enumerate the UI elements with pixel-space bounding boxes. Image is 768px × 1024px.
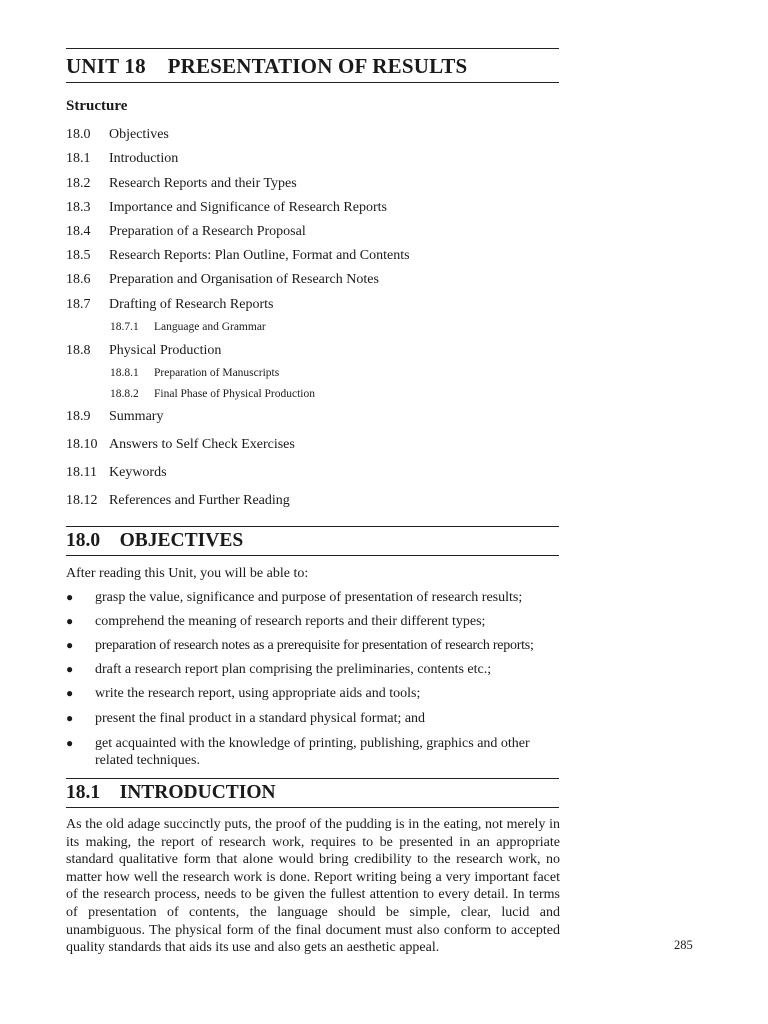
toc-item-number: 18.9 (66, 409, 91, 424)
toc-item-number: 18.0 (66, 127, 91, 142)
list-item-text: draft a research report plan comprising the preliminaries, contents etc.; (95, 662, 492, 677)
toc-item (66, 151, 178, 167)
toc-item (66, 224, 306, 240)
toc-subitem-label: Language and Grammar (154, 321, 266, 333)
toc-subitem (110, 321, 266, 333)
toc-item-label: Research Reports: Plan Outline, Format and Contents (109, 248, 410, 263)
objectives-title: 18.0 OBJECTIVES (66, 530, 244, 551)
list-item-text: grasp the value, significance and purpose of presentation of research results; (95, 590, 523, 605)
introduction-title: 18.1 INTRODUCTION (66, 782, 276, 803)
page-number: 285 (674, 938, 693, 952)
toc-subitem-label: Preparation of Manuscripts (154, 367, 280, 379)
toc-item (66, 248, 410, 264)
toc-item-label: References and Further Reading (109, 493, 290, 508)
toc-item-label: Objectives (109, 127, 169, 142)
toc-item (66, 297, 273, 313)
toc-item (66, 465, 167, 481)
toc-item (66, 127, 169, 143)
toc-subitem (110, 367, 279, 379)
toc-subitem-number: 18.7.1 (110, 321, 139, 333)
list-item-text: write the research report, using appropriate aids and tools; (95, 686, 421, 701)
toc-item-number: 18.2 (66, 176, 91, 191)
top-rule (66, 48, 559, 49)
toc-item (66, 493, 290, 509)
toc-item-label: Importance and Significance of Research Reports (109, 200, 387, 215)
structure-heading: Structure (66, 98, 128, 114)
toc-item-number: 18.5 (66, 248, 91, 263)
unit-title-rule (66, 82, 559, 83)
list-item-text: comprehend the meaning of research reports and their different types; (95, 614, 486, 629)
toc-item-number: 18.6 (66, 272, 91, 287)
introduction-paragraph: As the old adage succinctly puts, the proof of the pudding is in the eating, not merely in its making, the report of research work, requires to be presented in an appropriate standard qualitative form that alone would bring credibility to the research work, no matter how well the research work is done. Report writing being a very important facet of the research process, needs to be given the fullest attention to every detail. In terms of presentation of contents, the language should be simple, clear, lucid and unambiguous. The physical form of the final document must also conform to accepted quality standards that aids its use and also gets an aesthetic appeal. (66, 817, 560, 956)
toc-subitem (110, 388, 315, 400)
toc-item-number: 18.10 (66, 437, 98, 452)
list-item (66, 710, 561, 727)
toc-subitem-number: 18.8.1 (110, 367, 139, 379)
list-item (66, 613, 561, 630)
toc-item-label: Introduction (109, 151, 179, 166)
toc-item-label: Preparation and Organisation of Research Notes (109, 272, 379, 287)
list-item (66, 589, 561, 606)
list-item-text: preparation of research notes as a prerequisite for presentation of research reports; (95, 638, 534, 653)
bullet-icon: ● (66, 590, 74, 604)
toc-item (66, 409, 163, 425)
list-item (66, 735, 561, 769)
toc-item-number: 18.11 (66, 465, 97, 480)
toc-item-label: Summary (109, 409, 164, 424)
toc-item (66, 272, 379, 288)
toc-item-number: 18.7 (66, 297, 91, 312)
list-item-text: present the final product in a standard physical format; and (95, 711, 426, 726)
bullet-icon: ● (66, 638, 74, 652)
toc-item (66, 437, 295, 453)
toc-item-label: Keywords (109, 465, 167, 480)
bullet-icon: ● (66, 614, 74, 628)
toc-item-label: Preparation of a Research Proposal (109, 224, 306, 239)
toc-item-number: 18.3 (66, 200, 91, 215)
toc-item-label: Answers to Self Check Exercises (109, 437, 295, 452)
unit-title: UNIT 18 PRESENTATION OF RESULTS (66, 54, 468, 78)
bullet-icon: ● (66, 662, 74, 676)
toc-subitem-label: Final Phase of Physical Production (154, 388, 315, 400)
toc-item (66, 200, 387, 216)
list-item-text: get acquainted with the knowledge of printing, publishing, graphics and other related techniques. (95, 736, 530, 768)
objectives-bottom-rule (66, 555, 559, 556)
toc-item-label: Physical Production (109, 343, 222, 358)
bullet-icon: ● (66, 686, 74, 700)
toc-item-number: 18.8 (66, 343, 91, 358)
objectives-intro: After reading this Unit, you will be able to: (66, 566, 309, 581)
toc-item-label: Research Reports and their Types (109, 176, 297, 191)
toc-item (66, 343, 221, 359)
toc-subitem-number: 18.8.2 (110, 388, 139, 400)
bullet-icon: ● (66, 736, 74, 750)
toc-item-label: Drafting of Research Reports (109, 297, 274, 312)
objectives-top-rule (66, 526, 559, 527)
toc-item-number: 18.12 (66, 493, 98, 508)
bullet-icon: ● (66, 711, 74, 725)
toc-item-number: 18.4 (66, 224, 91, 239)
list-item (66, 637, 561, 654)
toc-item (66, 176, 297, 192)
introduction-bottom-rule (66, 807, 559, 808)
list-item (66, 685, 561, 702)
introduction-top-rule (66, 778, 559, 779)
list-item (66, 661, 561, 678)
toc-item-number: 18.1 (66, 151, 91, 166)
